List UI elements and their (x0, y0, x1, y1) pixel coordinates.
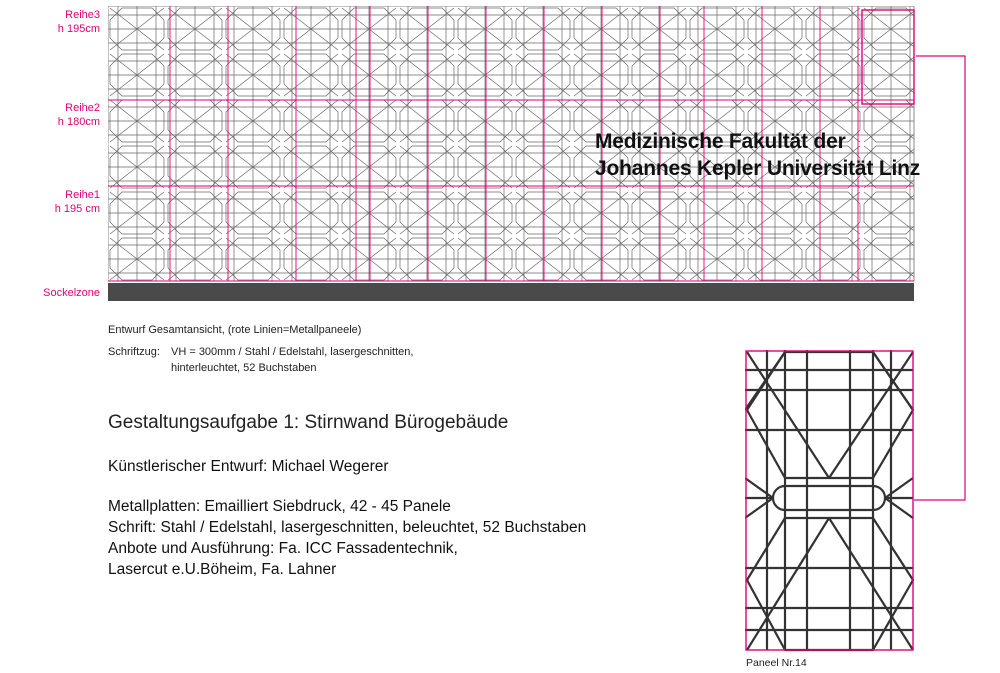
description-line1: Metallplatten: Emailliert Siebdruck, 42 - 45 Panele (108, 498, 451, 515)
schriftzug-details (171, 344, 413, 376)
row-label-reihe2-name: Reihe2 (65, 102, 100, 114)
schriftzug-label: Schriftzug: (108, 346, 160, 358)
row-label-reihe3-name: Reihe3 (65, 9, 100, 21)
schriftzug-line1: VH = 300mm / Stahl / Edelstahl, lasergeschnitten, (171, 346, 414, 358)
description-details (108, 496, 586, 580)
description-heading: Gestaltungsaufgabe 1: Stirnwand Bürogebäude (108, 412, 509, 433)
row-label-reihe1-name: Reihe1 (65, 189, 100, 201)
facade-lettering-line2: Johannes Kepler Universität Linz (595, 157, 921, 180)
connector-line (910, 50, 970, 510)
row-label-reihe2-height: h 180cm (57, 116, 100, 128)
row-label-reihe2 (0, 101, 100, 129)
panel-14-caption: Paneel Nr.14 (746, 657, 807, 669)
facade-lettering (595, 128, 920, 182)
description-line2: Schrift: Stahl / Edelstahl, lasergeschnitten, beleuchtet, 52 Buchstaben (108, 519, 587, 536)
row-label-sockel: Sockelzone (43, 287, 100, 299)
overview-caption: Entwurf Gesamtansicht, (rote Linien=Metallpaneele) (108, 324, 362, 336)
panel-14-detail (745, 350, 915, 652)
sockel-zone (108, 283, 914, 301)
facade-lettering-line1: Medizinische Fakultät der (595, 130, 846, 153)
description-line3: Anbote und Ausführung: Fa. ICC Fassadentechnik, (108, 540, 458, 557)
row-label-reihe3-height: h 195cm (57, 23, 100, 35)
description-line4: Lasercut e.U.Böheim, Fa. Lahner (108, 561, 337, 578)
row-label-reihe1-height: h 195 cm (54, 203, 100, 215)
row-label-reihe3 (0, 8, 100, 36)
schriftzug-line2: hinterleuchtet, 52 Buchstaben (171, 362, 317, 374)
row-label-reihe1 (0, 188, 100, 216)
description-artist: Künstlerischer Entwurf: Michael Wegerer (108, 458, 389, 475)
